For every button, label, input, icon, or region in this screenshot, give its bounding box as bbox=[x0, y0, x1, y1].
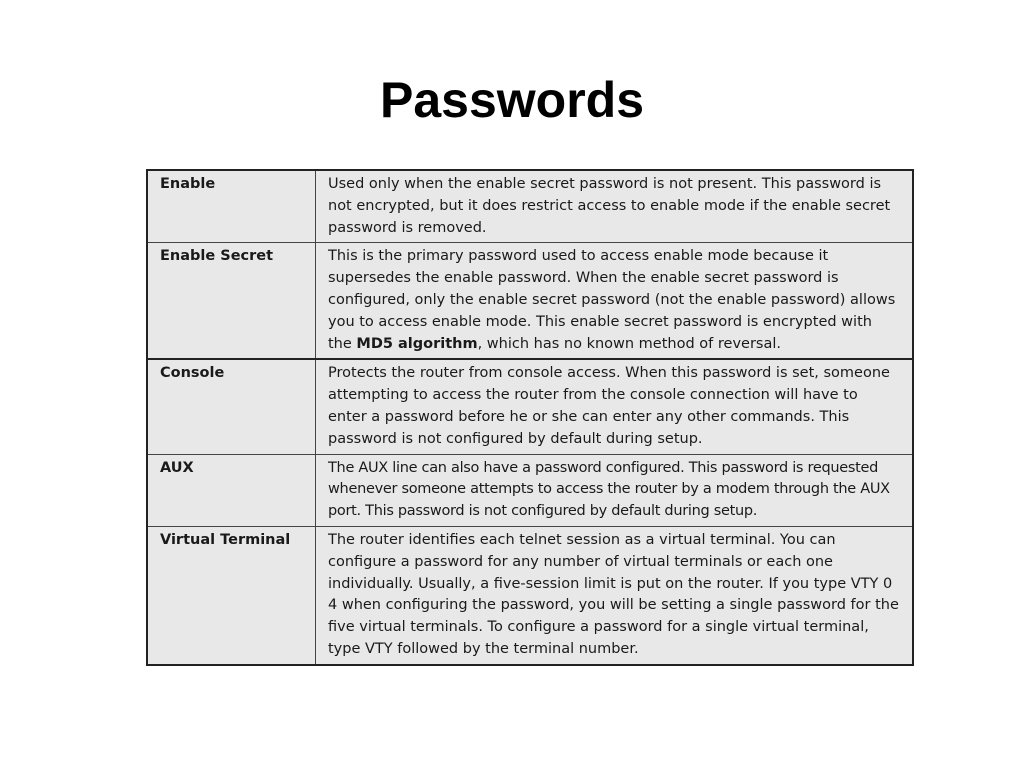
table-row-virtual-terminal bbox=[147, 526, 913, 664]
term-console: Console bbox=[147, 359, 316, 454]
slide-title: Passwords bbox=[379, 72, 644, 128]
description-aux: The AUX line can also have a password configured. This password is requested whenever someone attempts to access the router by a modem through the AUX port. This password is not configured by default during setup. bbox=[316, 454, 914, 526]
term-aux: AUX bbox=[147, 454, 316, 526]
description-enable-secret-part-2: , which has no known method of reversal. bbox=[477, 335, 781, 352]
table-row-enable bbox=[147, 170, 913, 243]
description-enable-secret bbox=[316, 243, 914, 359]
term-enable: Enable bbox=[147, 170, 316, 243]
description-enable-secret-part-1: This is the primary password used to access enable mode because it supersedes the enable password. When the enable secret password is configured, only the enable secret password (not the enable password) allows you to access enable mode. This enable secret password is encrypted with the bbox=[328, 248, 896, 352]
description-virtual-terminal: The router identifies each telnet session as a virtual terminal. You can configure a password for any number of virtual terminals or each one individually. Usually, a five-session limit is put on the router. If you type VTY 0 4 when configuring the password, you will be setting a single password for the five virtual terminals. To configure a password for a single virtual terminal, type VTY followed by the terminal number. bbox=[316, 526, 914, 664]
table-row-aux bbox=[147, 454, 913, 526]
term-enable-secret: Enable Secret bbox=[147, 243, 316, 359]
description-enable: Used only when the enable secret password is not present. This password is not encrypted, but it does restrict access to enable mode if the enable secret password is removed. bbox=[316, 170, 914, 243]
md5-algorithm-term: MD5 algorithm bbox=[356, 335, 478, 352]
description-console: Protects the router from console access. When this password is set, someone attempting to access the router from the console connection will have to enter a password before he or she can enter any other commands. This password is not configured by default during setup. bbox=[316, 359, 914, 454]
table-row-enable-secret bbox=[147, 243, 913, 359]
term-virtual-terminal: Virtual Terminal bbox=[147, 526, 316, 664]
table-row-console bbox=[147, 359, 913, 454]
passwords-table bbox=[146, 169, 914, 666]
